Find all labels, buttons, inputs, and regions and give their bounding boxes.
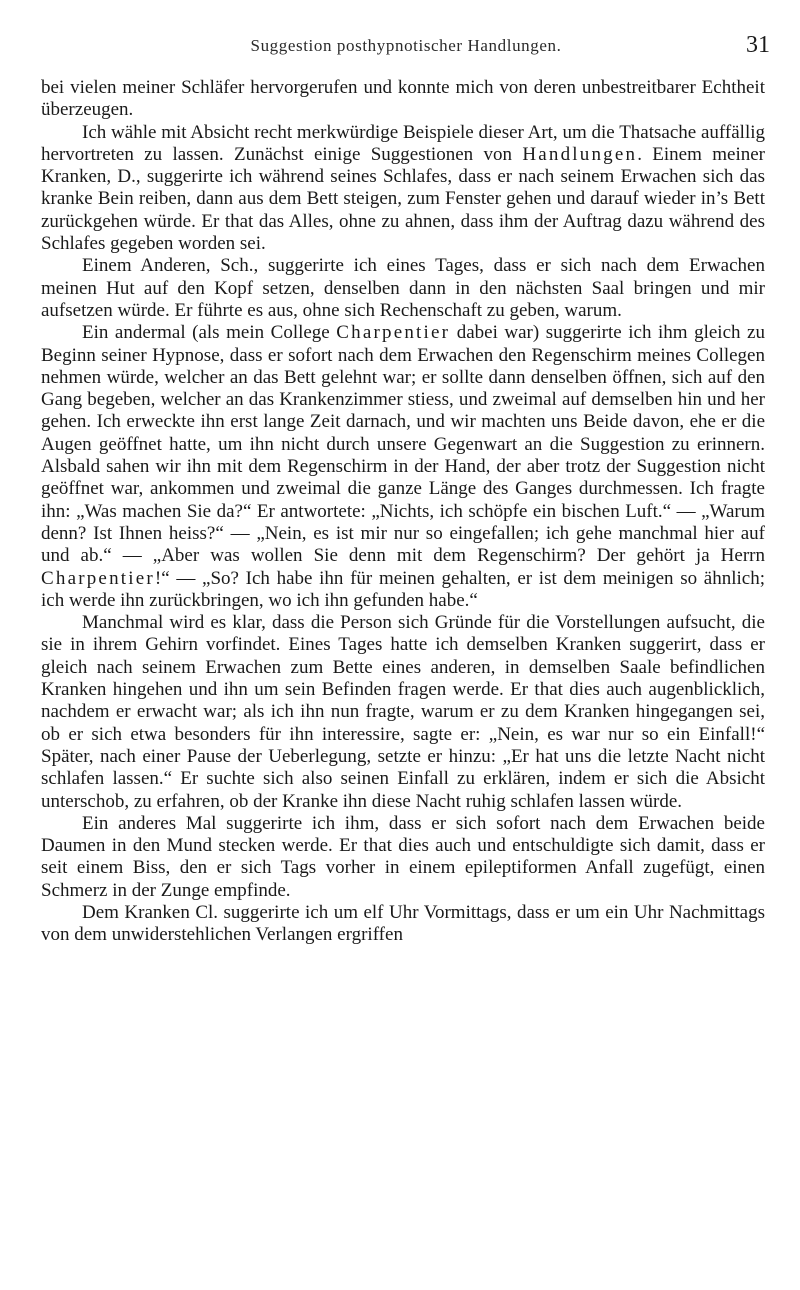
- text-run: Manchmal wird es klar, dass die Person sich Gründe für die Vorstellungen aufsucht, die sie in ihrem Gehirn vorfindet. Eines Tages hatte ich demselben Kranken suggerirt, dass er gleich nach seinem Erwachen zum Bette eines anderen, in demselben Saale befindlichen Kranken hingehen und ihn um sein Befinden fragen werde. Er that dies auch augenblicklich, nachdem er erwacht war; als ich ihn nun fragte, warum er zu dem Kranken hingegangen sei, ob er sich etwa besonders für ihn interessire, sagte er: „Nein, es war nur so ein Einfall!“ Später, nach einer Pause der Ueberlegung, setzte er hinzu: „Er hat uns die letzte Nacht nicht schlafen lassen.“ Er suchte sich also seinen Einfall zu erklären, indem er sich die Absicht unterschob, zu erfahren, ob der Kranke ihn diese Nacht ruhig schlafen lassen würde.: [41, 612, 765, 812]
- paragraph: [41, 612, 765, 813]
- text-run: dabei war) suggerirte ich ihm gleich zu Beginn seiner Hypnose, dass er sofort nach dem Erwachen den Regenschirm meines Collegen nehmen würde, welcher an das Bett gelehnt war; er sollte dann denselben öffnen, sich auf den Gang begeben, welcher an das Krankenzimmer stiess, und zweimal auf demselben hin und her gehen. Ich erweckte ihn erst lange Zeit darnach, und wir machten uns Beide davon, ehe er die Augen geöffnet hatte, um ihn nicht durch unsere Gegenwart an die Suggestion zu erinnern. Alsbald sahen wir ihn mit dem Regenschirm in der Hand, der aber trotz der Suggestion nicht geöffnet war, ankommen und zweimal die ganze Länge des Ganges durchmessen. Ich fragte ihn: „Was machen Sie da?“ Er antwortete: „Nichts, ich schöpfe ein bischen Luft.“ — „Warum denn? Ist Ihnen heiss?“ — „Nein, es ist mir nur so eingefallen; ich gehe manchmal hier auf und ab.“ — „Aber was wollen Sie denn mit dem Regenschirm? Der gehört ja Herrn: [41, 322, 765, 567]
- running-head: [42, 32, 770, 66]
- text-run: Einem Anderen, Sch., suggerirte ich eines Tages, dass er sich nach dem Erwachen meinen Hut auf den Kopf setzen, denselben dann in den nächsten Saal bringen und mir aufsetzen würde. Er führte es aus, ohne sich Rechenschaft zu geben, warum.: [41, 255, 765, 321]
- body-text: [41, 77, 765, 947]
- text-run: Dem Kranken Cl. suggerirte ich um elf Uhr Vormittags, dass er um ein Uhr Nachmittags von dem unwiderstehlichen Verlangen ergriffen: [41, 901, 765, 946]
- text-run: Ein anderes Mal suggerirte ich ihm, dass er sich sofort nach dem Erwachen beide Daumen in den Mund stecken werde. Er that dies auch und entschuldigte sich damit, dass er seit einem Biss, den er sich Tags vorher in einem epileptiformen Anfall zugefügt, einen Schmerz in der Zunge empfinde.: [41, 812, 765, 901]
- text-run: Ich wähle mit Absicht recht merkwürdige Beispiele dieser Art, um die Thatsache auffällig hervortreten zu lassen. Zunächst einige Suggestionen von: [41, 121, 765, 165]
- paragraph: [41, 255, 765, 322]
- running-title: Suggestion posthypnotischer Handlungen.: [250, 36, 562, 55]
- spaced-emphasis: Charpentier: [336, 322, 451, 344]
- spaced-emphasis: Handlungen: [522, 143, 638, 165]
- paragraph: [41, 322, 765, 612]
- spaced-emphasis: Charpentier: [41, 567, 155, 589]
- text-run: bei vielen meiner Schläfer hervorgerufen und konnte mich von deren unbestreitbarer Echtheit überzeugen.: [41, 77, 765, 121]
- paragraph: [41, 902, 765, 947]
- text-run: Ein andermal (als mein College: [82, 322, 337, 344]
- text-run: . Einem meiner Kranken, D., suggerirte ich während seines Schlafes, dass er nach seinem Erwachen sich das kranke Bein reiben, dann aus dem Bett steigen, zum Fenster gehen und darauf wieder in’s Bett zurückgehen würde. Er that das Alles, ohne zu ahnen, dass ihm der Auftrag dazu während des Schlafes gegeben worden sei.: [41, 143, 765, 255]
- page-number: 31: [746, 32, 770, 58]
- paragraph: [41, 122, 765, 256]
- paragraph: [41, 813, 765, 902]
- paragraph: [41, 77, 765, 122]
- text-run: !“ — „So? Ich habe ihn für meinen gehalten, er ist dem meinigen so ähnlich; ich werde ihn zurückbringen, wo ich ihn gefunden habe.“: [41, 567, 765, 611]
